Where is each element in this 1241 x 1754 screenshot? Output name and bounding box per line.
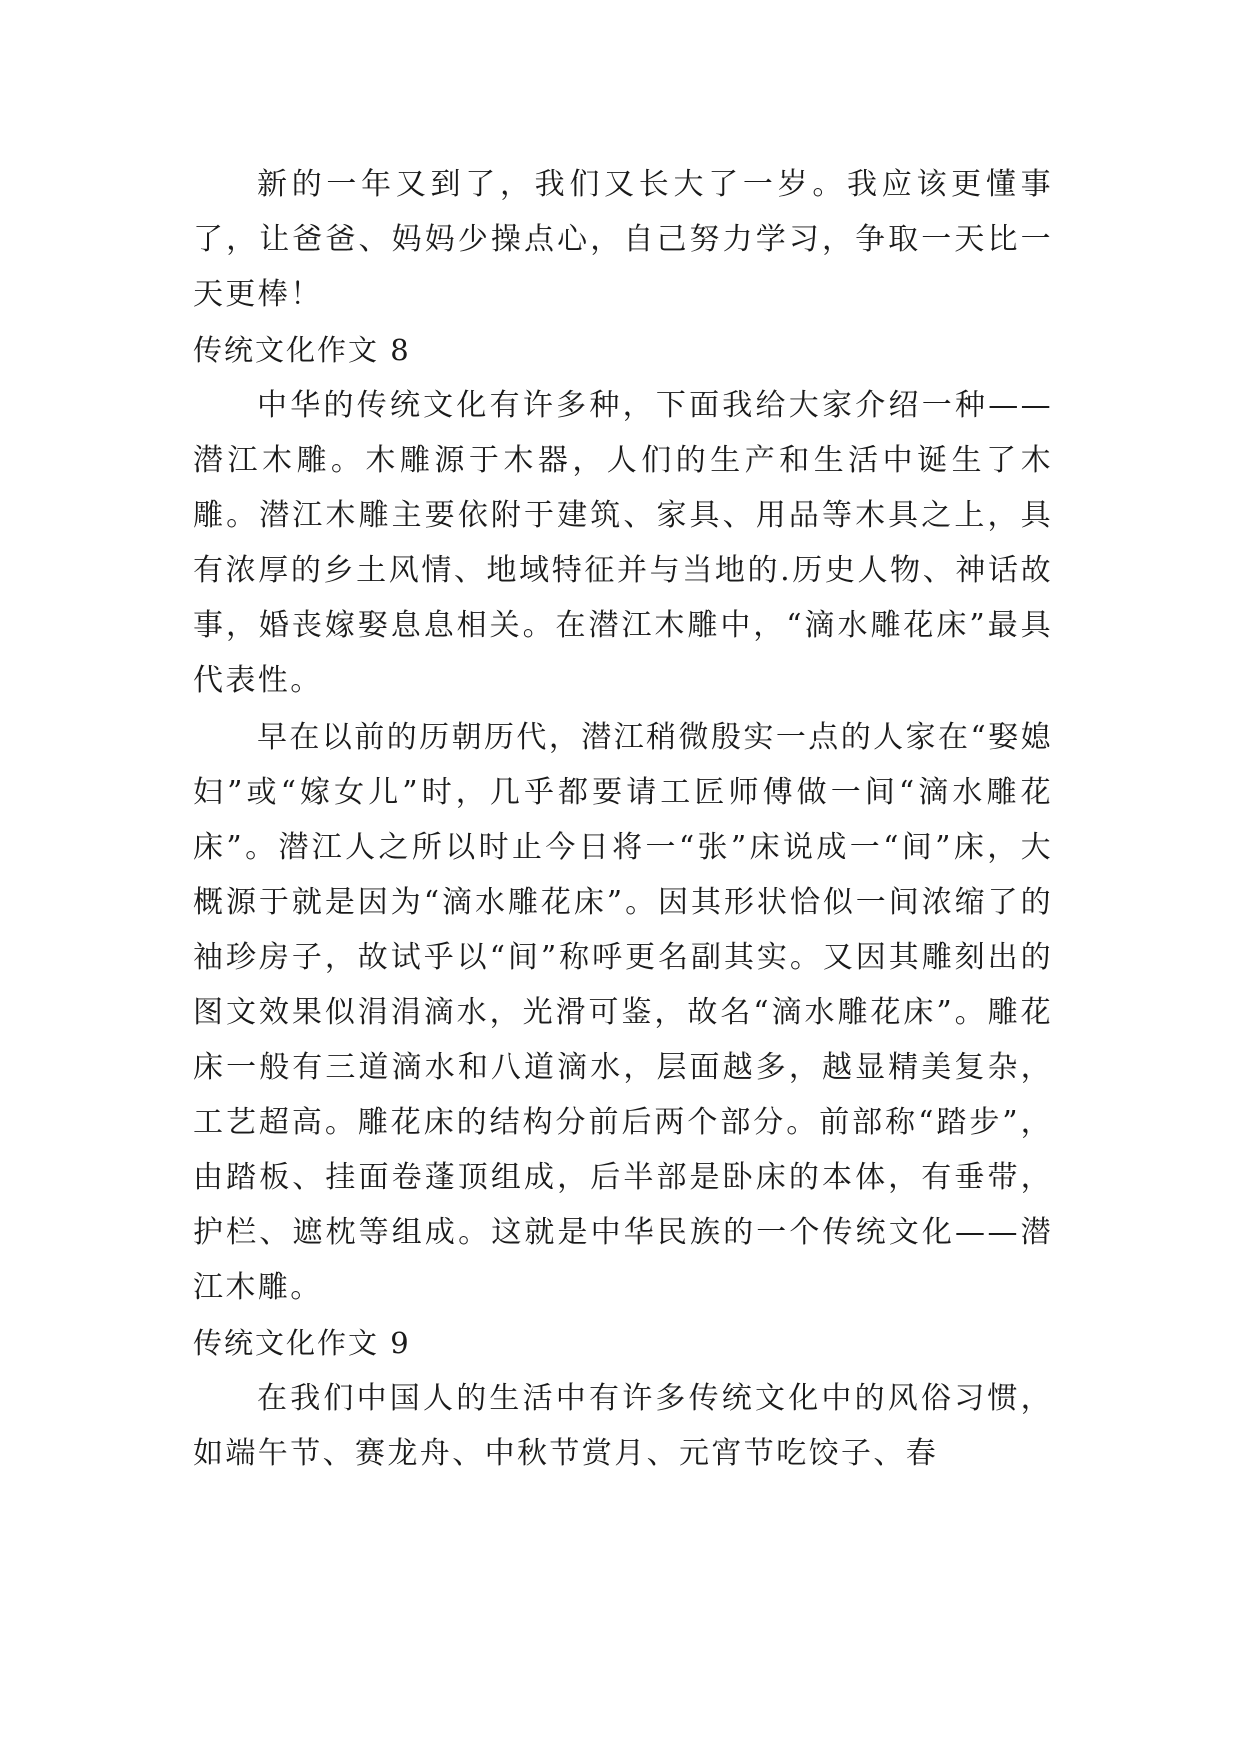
paragraph-qianjiang-woodcarving-intro: 中华的传统文化有许多种，下面我给大家介绍一种——潜江木雕。木雕源于木器，人们的生产和生活中诞生了木雕。潜江木雕主要依附于建筑、家具、用品等木具之上，具有浓厚的乡土风情、地域特征并与当地的.历史人物、神话故事，婚丧嫁娶息息相关。在潜江木雕中，“滴水雕花床”最具代表性。 bbox=[193, 388, 1053, 698]
section-heading-essay-8: 传统文化作文 8 bbox=[193, 333, 411, 367]
paragraph-chinese-customs: 在我们中国人的生活中有许多传统文化中的风俗习惯，如端午节、赛龙舟、中秋节赏月、元宵节吃饺子、春 bbox=[193, 1381, 1053, 1471]
paragraph-dripping-carved-bed: 早在以前的历朝历代，潜江稍微殷实一点的人家在“娶媳妇”或“嫁女儿”时，几乎都要请工匠师傅做一间“滴水雕花床”。潜江人之所以时止今日将一“张”床说成一“间”床，大概源于就是因为“滴水雕花床”。因其形状恰似一间浓缩了的袖珍房子，故试乎以“间”称呼更名副其实。又因其雕刻出的图文效果似涓涓滴水，光滑可鉴，故名“滴水雕花床”。雕花床一般有三道滴水和八道滴水，层面越多，越显精美复杂，工艺超高。雕花床的结构分前后两个部分。前部称“踏步”，由踏板、挂面卷蓬顶组成，后半部是卧床的本体，有垂带，护栏、遮枕等组成。这就是中华民族的一个传统文化——潜江木雕。 bbox=[193, 720, 1053, 1305]
section-heading-essay-9: 传统文化作文 9 bbox=[193, 1326, 411, 1360]
paragraph-new-year: 新的一年又到了，我们又长大了一岁。我应该更懂事了，让爸爸、妈妈少操点心，自己努力学习，争取一天比一天更棒！ bbox=[193, 167, 1053, 312]
document-body bbox=[193, 157, 1053, 1481]
